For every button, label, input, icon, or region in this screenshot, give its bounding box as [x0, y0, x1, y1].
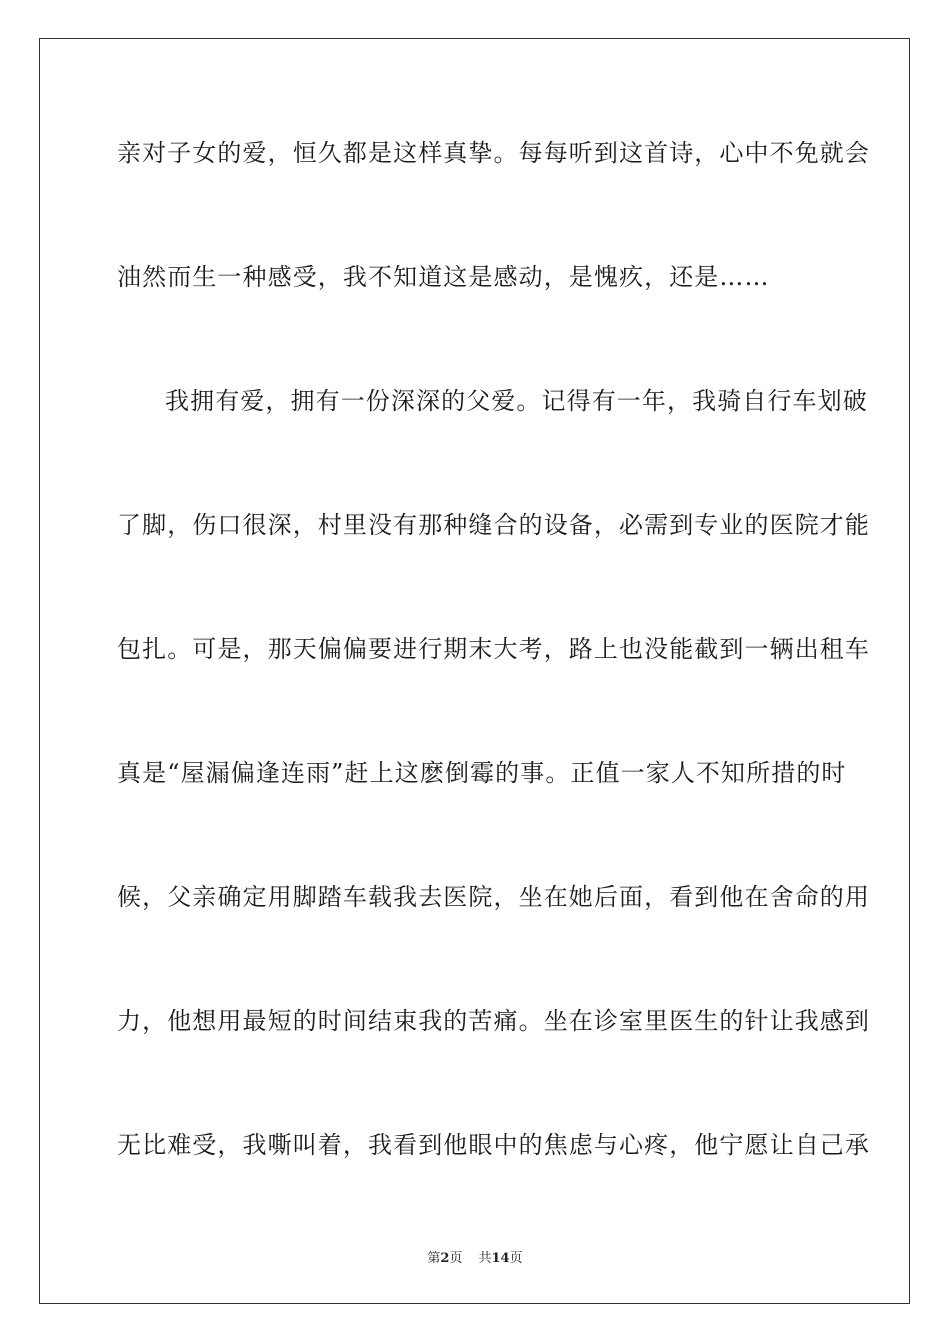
paragraph-line-5: 包扎。可是，那天偏偏要进行期末大考，路上也没能截到一辆出租车	[117, 635, 870, 663]
footer-total-prefix: 共	[478, 1251, 492, 1266]
document-page	[39, 38, 910, 1304]
paragraph-line-4: 了脚，伤口很深，村里没有那种缝合的设备，必需到专业的医院才能	[117, 511, 870, 539]
paragraph-line-1: 亲对子女的爱，恒久都是这样真挚。每每听到这首诗，心中不免就会	[117, 139, 870, 167]
footer-page-prefix: 第	[427, 1251, 441, 1266]
footer-page-number: 2	[440, 1251, 450, 1266]
page-footer	[0, 1247, 950, 1266]
paragraph-line-2: 油然而生一种感受，我不知道这是感动，是愧疚，还是……	[117, 263, 770, 291]
footer-page-suffix: 页	[449, 1251, 463, 1266]
paragraph-line-3: 我拥有爱，拥有一份深深的父爱。记得有一年，我骑自行车划破	[165, 387, 868, 415]
paragraph-line-8: 力，他想用最短的时间结束我的苦痛。坐在诊室里医生的针让我感到	[117, 1007, 870, 1035]
paragraph-line-6: 真是“屋漏偏逢连雨”赶上这麽倒霉的事。正值一家人不知所措的时	[117, 759, 847, 787]
footer-total-suffix: 页	[509, 1251, 523, 1266]
footer-total-pages: 14	[491, 1251, 510, 1266]
paragraph-line-9: 无比难受，我嘶叫着，我看到他眼中的焦虑与心疼，他宁愿让自己承	[117, 1131, 870, 1159]
paragraph-line-7: 候，父亲确定用脚踏车载我去医院，坐在她后面，看到他在舍命的用	[117, 883, 870, 911]
